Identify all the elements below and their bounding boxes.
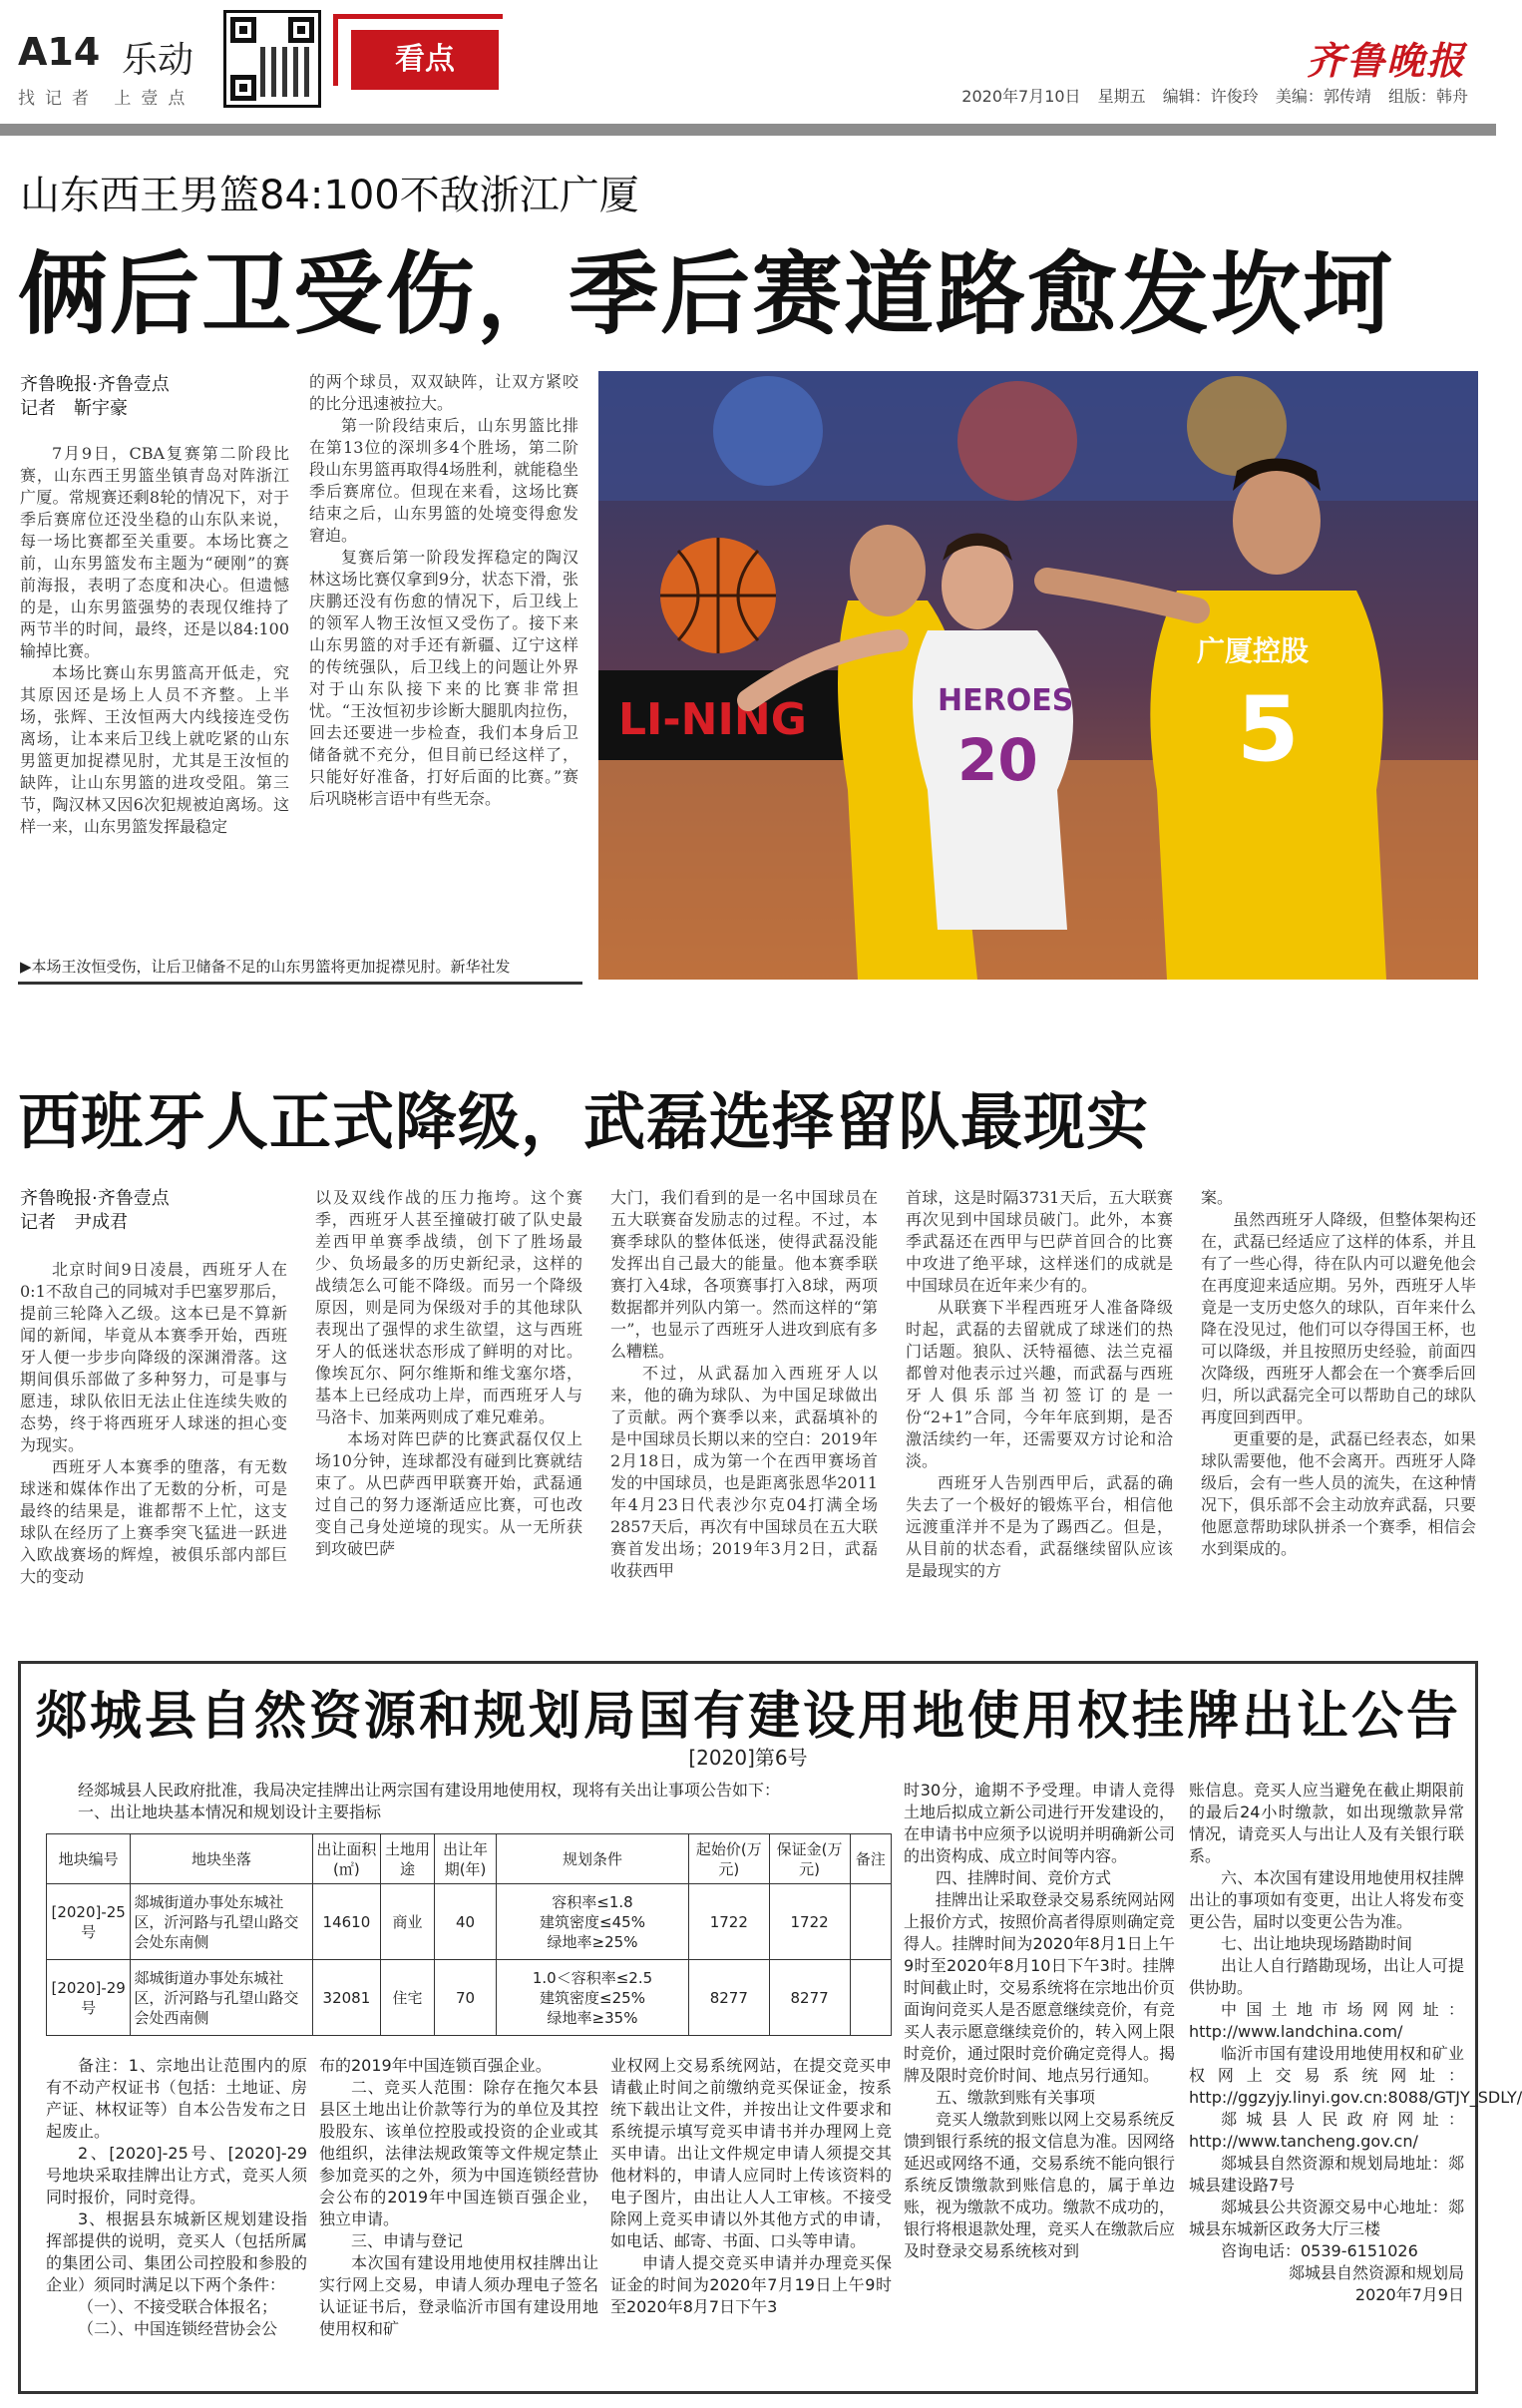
article2-col1: 北京时间9日凌晨，西班牙人在0:1不敌自己的同城对手巴塞罗那后，提前三轮降入乙级。这本已是不算新闻的新闻，毕竟从本赛季开始，西班牙人便一步步向降级的深渊滑落。这期间俱乐部做了多种努力，可是事与愿违，球队依旧无法止住连续失败的态势，终于将西班牙人球迷的担心变为现实。 西班牙人本赛季的堕落，有无数球迷和媒体作出了无数的分析，可是最终的结果是，谁都帮不上忙，这支球队在经历了上赛季突飞猛进一跃进入欧战赛场的辉煌，被俱乐部内部巨大的变动 <box>20 1260 287 1586</box>
photo-caption: ▶本场王汝恒受伤，让后卫储备不足的山东男篮将更加捉襟见肘。新华社发 <box>20 958 511 976</box>
article1-byline: 齐鲁晚报·齐鲁壹点 记者 靳宇豪 <box>20 374 170 419</box>
section-name: 乐动 <box>122 40 194 81</box>
article2-col3: 大门，我们看到的是一名中国球员在五大联赛奋发励志的过程。不过，本赛季球队的整体低迷，使得武磊没能发挥出自己最大的能量。他本赛季联赛打入4球，各项赛事打入8球，两项数据都并列队内第一。然而这样的“第一”，也显示了西班牙人进攻到底有多么糟糕。 不过，从武磊加入西班牙人以来，他的确为球队、为中国足球做出了贡献。两个赛季以来，武磊填补的是中国球员长期以来的空白：2019年2月18日，成为第一个在西甲赛场首发的中国球员，也是距离张恩华2011年4月23日代表沙尔克04打满全场2857天后，再次有中国球员在五大联赛首发出场；2019年3月2日，武磊收获西甲 <box>610 1188 878 1580</box>
table-row: [2020]-25号 郯城街道办事处东城社区，沂河路与孔望山路交会处东南侧 14610 商业 40 容积率≤1.8 建筑密度≤45% 绿地率≥25% 1722 1722 <box>47 1884 892 1960</box>
land-table <box>46 1833 892 2036</box>
art-editor: 美编：郭传靖 <box>1275 87 1371 106</box>
article2-col5: 案。 虽然西班牙人降级，但整体架构还在，武磊已经适应了这样的体系，并且有了一些心得，待在队内可以避免他会在再度迎来适应期。另外，西班牙人毕竟是一支历史悠久的球队，百年来什么降在没见过，他们可以夺得国王杯，也可以降级，并且按照历史经验，前面四次降级，西班牙人都会在一个赛季后回归，所以武磊完全可以帮助自己的球队再度回到西甲。 更重要的是，武磊已经表态，如果球队需要他，他不会离开。西班牙人降级后，会有一些人员的流失，在这种情况下，俱乐部不会主动放弃武磊，只要他愿意帮助球队拼杀一个赛季，相信会水到渠成的。 <box>1201 1188 1476 1558</box>
table-row: [2020]-29号 郯城街道办事处东城社区，沂河路与孔望山路交会处西南侧 32081 住宅 70 1.0＜容积率≤2.5 建筑密度≤25% 绿地率≥35% 8277 8277 <box>47 1960 892 2036</box>
table-header-row: 地块编号 地块坐落 出让面积(㎡) 土地用途 出让年期(年) 规划条件 起始价(万元) 保证金(万元) 备注 <box>47 1834 892 1884</box>
photo-ad-text: LI-NING <box>618 694 807 745</box>
caption-rule <box>18 982 582 985</box>
article1-headline: 俩后卫受伤，季后赛道路愈发坎坷 <box>18 242 1394 347</box>
notice-lower-col2: 布的2019年中国连锁百强企业。 二、竞买人范围：除存在拖欠本县县区土地出让价款等行为的单位及其控股股东、该单位控股或投资的企业或其他组织，法律法规政策等文件规定禁止参加竞买的之外，须为中国连锁经营协会公布的2019年中国连锁百强企业，独立申请。 三、申请与登记 本次国有建设用地使用权挂牌出让实行网上交易，申请人须办理电子签名认证证书后，登录临沂市国有建设用地使用权和矿 <box>319 2056 598 2338</box>
notice-right-col2: 账信息。竞买人应当避免在截止期限前的最后24小时缴款，如出现缴款异常情况，请竞买人与出让人及有关银行联系。 六、本次国有建设用地使用权挂牌出让的事项如有变更，出让人将发布变更公告，届时以变更公告为准。 七、出让地块现场踏勘时间 出让人自行踏勘现场，出让人可提供协助。 中国土地市场网网址：http://www.landchina.com/ 临沂市国有建设用地使用权和矿业权网上交易系统网址：http://ggzyjy.linyi.gov.cn:8088/GTJY_SDLY/ 郯城县人民政府网址：http://www.tancheng.gov.cn/ 郯城县自然资源和规划局地址：郯城县建设路7号 郯城县公共资源交易中心地址：郯城县东城新区政务大厅三楼 咨询电话：0539-6151026 郯城县自然资源和规划局 2020年7月9日 <box>1189 1781 1522 2304</box>
qr-code-icon[interactable] <box>223 10 321 108</box>
article2-headline: 西班牙人正式降级，武磊选择留队最现实 <box>18 1085 1150 1158</box>
article2-col2: 以及双线作战的压力拖垮。这个赛季，西班牙人甚至撞破打破了队史最差西甲单赛季战绩，创下了胜场最少、负场最多的历史新纪录，这样的战绩怎么可能不降级。而另一个降级原因，则是同为保级对手的其他球队表现出了强悍的求生欲望，这与西班牙人的低迷状态形成了鲜明的对比。像埃瓦尔、阿尔维斯和维戈塞尔塔，基本上已经成功上岸，而西班牙人与马洛卡、加莱两则成了难兄难弟。 本场对阵巴萨的比赛武磊仅仅上场10分钟，连球都没有碰到比赛就结束了。从巴萨西甲联赛开始，武磊通过自己的努力逐渐适应比赛，可也改变自己身处逆境的现实。从一无所获到攻破巴萨 <box>315 1188 582 1558</box>
editor: 编辑：许俊玲 <box>1162 87 1259 106</box>
article1-kicker: 山东西王男篮84:100不敌浙江广厦 <box>20 173 639 218</box>
header-rule <box>0 124 1496 136</box>
issue-weekday: 星期五 <box>1097 87 1146 106</box>
article2-col4: 首球，这是时隔3731天后，五大联赛再次见到中国球员破门。此外，本赛季武磊还在西甲与巴萨首回合的比赛中攻进了绝平球，这样迷们的成就是中国球员在近年来少有的。 从联赛下半程西班牙人准备降级时起，武磊的去留就成了球迷们的热门话题。狼队、沃特福德、法兰克福都曾对他表示过兴趣，而武磊与西班牙人俱乐部当初签订的是一份“2+1”合同，今年年底到期，是否激活续约一年，还需要双方讨论和洽淡。 西班牙人告别西甲后，武磊的确失去了一个极好的锻炼平台，相信他远渡重洋并不是为了踢西乙。但是，从目前的状态看，武磊继续留队应该是最现实的方 <box>906 1188 1173 1580</box>
basketball-photo <box>598 371 1478 980</box>
basketball-photo-svg <box>598 371 1478 980</box>
notice-lower-col1: 备注：1、宗地出让范围内的原有不动产权证书（包括：土地证、房产证、林权证等）自本公告发布之日起废止。 2、[2020]-25号、[2020]-29号地块采取挂牌出让方式，竞买人须同时报价，同时竞得。 3、根据县东城新区规划建设指挥部提供的说明，竞买人（包括所属的集团公司、集团公司控股和参股的企业）须同时满足以下两个条件： （一）、不接受联合体报名； （二）、中国连锁经营协会公 <box>46 2056 307 2338</box>
photo-jersey-right: 5 <box>1237 677 1300 782</box>
notice-title: 郯城县自然资源和规划局国有建设用地使用权挂牌出让公告 <box>34 1687 1461 1747</box>
newspaper-logo: 齐鲁晚报 <box>1306 38 1466 83</box>
photo-jersey-left: 20 <box>957 726 1038 794</box>
article1-col2: 的两个球员，双双缺阵，让双方紧咬的比分迅速被拉大。 第一阶段结束后，山东男篮比排在第13位的深圳多4个胜场，第二阶段山东男篮再取得4场胜利，就能稳坐季后赛席位。但现在来看，这场比赛结束之后，山东男篮的处境变得愈发窘迫。 复赛后第一阶段发挥稳定的陶汉林这场比赛仅拿到9分，状态下滑，张庆鹏还没有伤愈的情况下，后卫线上的领军人物王汝恒又受伤了。接下来山东男篮的对手还有新疆、辽宁这样的传统强队，后卫线上的问题让外界对于山东队接下来的比赛非常担忧。“王汝恒初步诊断大腿肌肉拉伤，回去还要进一步检查，我们本身后卫储备就不充分，但目前已经这样了，只能好好准备，打好后面的比赛。”赛后巩晓彬言语中有些无奈。 <box>309 372 578 808</box>
issue-info <box>950 84 1468 107</box>
notice-lower-col3: 业权网上交易系统网站，在提交竞买申请截止时间之前缴纳竞买保证金，按系统下载出让文件，并按出让文件要求和系统提示填写竞买申请书并办理网上竞买申请。出让文件规定申请人须提交其他材料的，申请人应同时上传该资料的电子图片，由出让人人工审核。不接受除网上竞买申请以外其他方式的申请，如电话、邮寄、书面、口头等申请。 申请人提交竞买申请并办理竞买保证金的时间为2020年7月19日上午9时至2020年8月7日下午3 <box>610 2056 892 2316</box>
page-number: A14 <box>18 30 101 74</box>
photo-team-right: 广厦控股 <box>1197 634 1310 667</box>
section-tag: 看点 <box>351 30 499 90</box>
notice-number: [2020]第6号 <box>688 1746 808 1770</box>
issue-date: 2020年7月10日 <box>961 87 1081 106</box>
notice-intro: 经郯城县人民政府批准，我局决定挂牌出让两宗国有建设用地使用权，现将有关出让事项公告如下： 一、出让地块基本情况和规划设计主要指标 <box>78 1781 781 1821</box>
layout-editor: 组版：韩舟 <box>1387 87 1468 106</box>
article2-byline: 齐鲁晚报·齐鲁壹点 记者 尹成君 <box>20 1188 170 1233</box>
notice-right-col1: 时30分，逾期不予受理。申请人竞得土地后拟成立新公司进行开发建设的，在申请书中应须予以说明并明确新公司的出资构成、成立时间等内容。 四、挂牌时间、竞价方式 挂牌出让采取登录交易系统网站网上报价方式，按照价高者得原则确定竞得人。挂牌时间为2020年8月1日上午9时至2020年8月10日下午3时。挂牌时间截止时，交易系统将在宗地出价页面询问竞买人是否愿意继续竞价，有竞买人表示愿意继续竞价的，转入网上限时竞价，通过限时竞价确定竞得人。揭牌及限时竞价时间、地点另行通知。 五、缴款到账有关事项 竞买人缴款到账以网上交易系统反馈到银行系统的报文信息为准。因网络延迟或网络不通，交易系统不能向银行系统反馈缴款到账信息的，属于单边账，视为缴款不成功。缴款不成功的，银行将根退款处理，竞买人在缴款后应及时登录交易系统核对到 <box>904 1781 1176 2260</box>
article1-col1: 7月9日，CBA复赛第二阶段比赛，山东西王男篮坐镇青岛对阵浙江广厦。常规赛还剩8轮的情况下，对于季后赛席位还没坐稳的山东队来说，每一场比赛都至关重要。本场比赛之前，山东男篮发布主题为“硬刚”的赛前海报，表明了态度和决心。但遗憾的是，山东男篮强势的表现仅维持了两节半的时间，最终，还是以84:100输掉比赛。 本场比赛山东男篮高开低走，究其原因还是场上人员不齐整。上半场，张辉、王汝恒两大内线接连受伤离场，让本来后卫线上就吃紧的山东男篮更加捉襟见肘，尤其是王汝恒的缺阵，让山东男篮的进攻受阻。第三节，陶汉林又因6次犯规被迫离场。这样一来，山东男篮发挥最稳定 <box>20 444 289 836</box>
photo-team-left: HEROES <box>938 683 1074 718</box>
masthead-subtitle: 找记者 上壹点 <box>18 89 195 109</box>
